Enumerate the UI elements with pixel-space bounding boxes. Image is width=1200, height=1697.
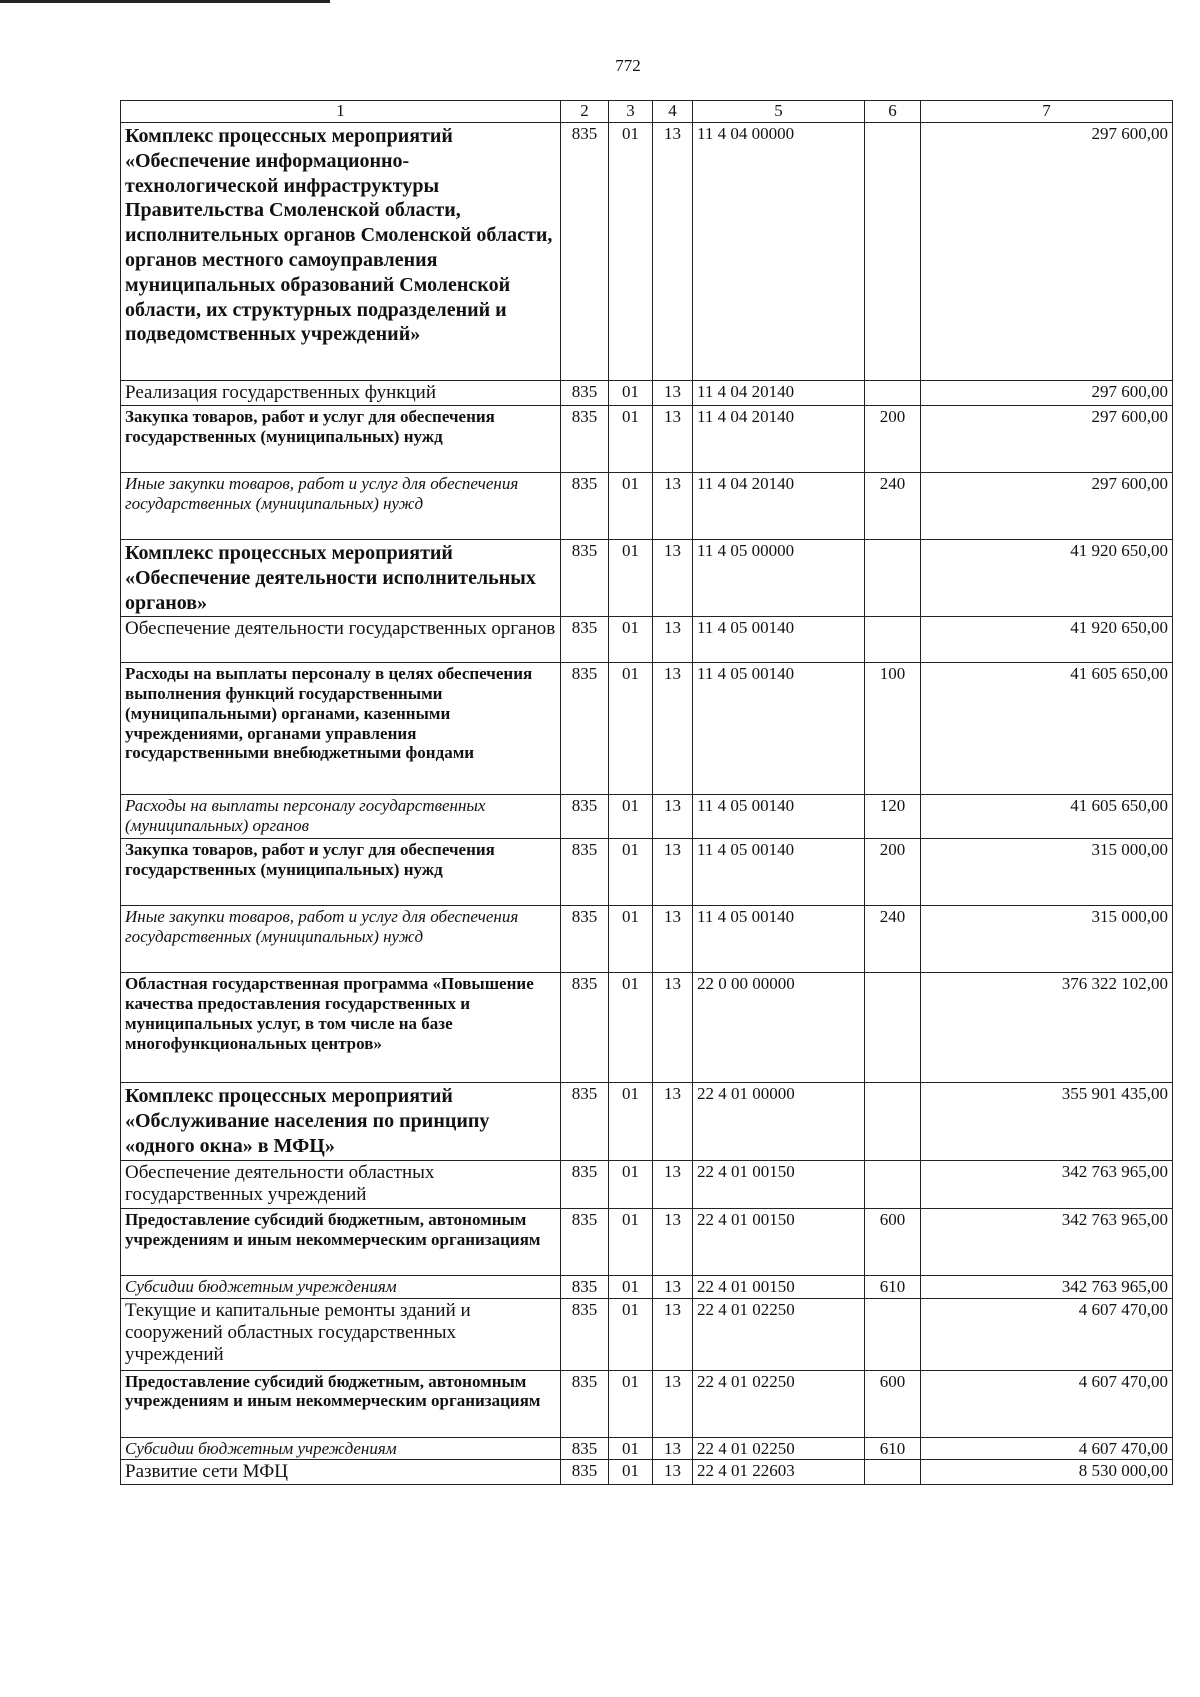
row-amount: 342 763 965,00 xyxy=(921,1275,1173,1298)
row-amount: 342 763 965,00 xyxy=(921,1160,1173,1208)
row-amount: 297 600,00 xyxy=(921,123,1173,381)
table-row xyxy=(121,1083,1173,1160)
row-amount: 41 920 650,00 xyxy=(921,617,1173,663)
row-code-admin: 835 xyxy=(561,973,609,1083)
row-code-section: 01 xyxy=(609,973,653,1083)
row-code-section: 01 xyxy=(609,839,653,906)
row-code-admin: 835 xyxy=(561,540,609,617)
row-code-target: 11 4 05 00140 xyxy=(693,839,865,906)
table-row xyxy=(121,795,1173,839)
row-name: Обеспечение деятельности областных государственных учреждений xyxy=(121,1160,561,1208)
row-name: Закупка товаров, работ и услуг для обеспечения государственных (муниципальных) нужд xyxy=(121,839,561,906)
row-code-expense-type: 100 xyxy=(865,663,921,795)
row-code-expense-type xyxy=(865,617,921,663)
row-code-section: 01 xyxy=(609,406,653,473)
row-code-expense-type xyxy=(865,1160,921,1208)
row-code-admin: 835 xyxy=(561,795,609,839)
table-row xyxy=(121,473,1173,540)
row-amount: 297 600,00 xyxy=(921,381,1173,406)
table-row xyxy=(121,973,1173,1083)
row-code-expense-type: 610 xyxy=(865,1437,921,1460)
row-code-section: 01 xyxy=(609,123,653,381)
row-code-admin: 835 xyxy=(561,1275,609,1298)
row-code-expense-type xyxy=(865,381,921,406)
row-code-admin: 835 xyxy=(561,1208,609,1275)
table-row xyxy=(121,1370,1173,1437)
row-code-subsection: 13 xyxy=(653,973,693,1083)
row-code-expense-type xyxy=(865,1298,921,1370)
row-code-section: 01 xyxy=(609,1275,653,1298)
row-amount: 355 901 435,00 xyxy=(921,1083,1173,1160)
row-code-expense-type xyxy=(865,973,921,1083)
header-col-1: 1 xyxy=(121,101,561,123)
row-name: Текущие и капитальные ремонты зданий и сооружений областных государственных учреждений xyxy=(121,1298,561,1370)
row-amount: 315 000,00 xyxy=(921,906,1173,973)
row-name: Иные закупки товаров, работ и услуг для обеспечения государственных (муниципальных) нужд xyxy=(121,906,561,973)
row-code-target: 22 4 01 22603 xyxy=(693,1460,865,1485)
row-code-section: 01 xyxy=(609,1370,653,1437)
row-amount: 4 607 470,00 xyxy=(921,1298,1173,1370)
row-code-subsection: 13 xyxy=(653,1298,693,1370)
row-code-subsection: 13 xyxy=(653,1083,693,1160)
row-code-target: 22 0 00 00000 xyxy=(693,973,865,1083)
row-name: Обеспечение деятельности государственных органов xyxy=(121,617,561,663)
row-code-section: 01 xyxy=(609,906,653,973)
row-code-target: 11 4 04 00000 xyxy=(693,123,865,381)
row-code-section: 01 xyxy=(609,1437,653,1460)
row-amount: 315 000,00 xyxy=(921,839,1173,906)
row-code-target: 11 4 05 00140 xyxy=(693,617,865,663)
table-row xyxy=(121,1208,1173,1275)
row-code-admin: 835 xyxy=(561,1160,609,1208)
header-col-3: 3 xyxy=(609,101,653,123)
row-code-expense-type: 120 xyxy=(865,795,921,839)
row-code-target: 11 4 05 00140 xyxy=(693,906,865,973)
row-code-admin: 835 xyxy=(561,1298,609,1370)
row-name: Субсидии бюджетным учреждениям xyxy=(121,1275,561,1298)
table-row xyxy=(121,406,1173,473)
row-code-admin: 835 xyxy=(561,1370,609,1437)
row-code-admin: 835 xyxy=(561,617,609,663)
row-code-target: 22 4 01 00000 xyxy=(693,1083,865,1160)
table-row xyxy=(121,663,1173,795)
row-name: Расходы на выплаты персоналу в целях обеспечения выполнения функций государственными (муниципальными) органами, казенными учреждениями, органами управления государственными внебюджетными фондами xyxy=(121,663,561,795)
row-code-expense-type xyxy=(865,540,921,617)
row-amount: 41 920 650,00 xyxy=(921,540,1173,617)
table-body xyxy=(121,123,1173,1485)
row-code-target: 11 4 05 00140 xyxy=(693,795,865,839)
row-name: Реализация государственных функций xyxy=(121,381,561,406)
row-code-subsection: 13 xyxy=(653,1437,693,1460)
row-code-subsection: 13 xyxy=(653,617,693,663)
row-code-section: 01 xyxy=(609,1083,653,1160)
row-code-subsection: 13 xyxy=(653,906,693,973)
row-name: Субсидии бюджетным учреждениям xyxy=(121,1437,561,1460)
row-amount: 41 605 650,00 xyxy=(921,795,1173,839)
row-code-section: 01 xyxy=(609,1208,653,1275)
row-code-section: 01 xyxy=(609,1298,653,1370)
row-name: Комплекс процессных мероприятий «Обеспечение информационно-технологической инфраструктуры Правительства Смоленской области, исполнительных органов Смоленской области, органов местного самоуправления муниципальных образований Смоленской области, их структурных подразделений и подведомственных учреждений» xyxy=(121,123,561,381)
header-col-4: 4 xyxy=(653,101,693,123)
row-code-subsection: 13 xyxy=(653,473,693,540)
table-row xyxy=(121,906,1173,973)
row-amount: 41 605 650,00 xyxy=(921,663,1173,795)
row-code-expense-type: 610 xyxy=(865,1275,921,1298)
row-amount: 8 530 000,00 xyxy=(921,1460,1173,1485)
row-code-subsection: 13 xyxy=(653,381,693,406)
row-code-target: 11 4 05 00000 xyxy=(693,540,865,617)
row-amount: 297 600,00 xyxy=(921,406,1173,473)
row-code-target: 11 4 05 00140 xyxy=(693,663,865,795)
row-code-admin: 835 xyxy=(561,839,609,906)
header-col-5: 5 xyxy=(693,101,865,123)
row-code-admin: 835 xyxy=(561,381,609,406)
table-row xyxy=(121,617,1173,663)
row-name: Иные закупки товаров, работ и услуг для обеспечения государственных (муниципальных) нужд xyxy=(121,473,561,540)
row-code-expense-type xyxy=(865,1460,921,1485)
page-number: 772 xyxy=(615,56,641,75)
row-code-section: 01 xyxy=(609,540,653,617)
row-name: Развитие сети МФЦ xyxy=(121,1460,561,1485)
table-row xyxy=(121,839,1173,906)
row-code-section: 01 xyxy=(609,617,653,663)
row-code-section: 01 xyxy=(609,381,653,406)
row-code-section: 01 xyxy=(609,1160,653,1208)
row-code-admin: 835 xyxy=(561,473,609,540)
header-col-6: 6 xyxy=(865,101,921,123)
row-amount: 376 322 102,00 xyxy=(921,973,1173,1083)
row-code-subsection: 13 xyxy=(653,1370,693,1437)
row-amount: 297 600,00 xyxy=(921,473,1173,540)
row-code-target: 11 4 04 20140 xyxy=(693,473,865,540)
table-row xyxy=(121,1437,1173,1460)
table-row xyxy=(121,1460,1173,1485)
row-code-subsection: 13 xyxy=(653,1208,693,1275)
row-code-expense-type xyxy=(865,1083,921,1160)
row-code-target: 22 4 01 00150 xyxy=(693,1275,865,1298)
row-code-expense-type: 600 xyxy=(865,1370,921,1437)
row-code-expense-type: 200 xyxy=(865,406,921,473)
table-row xyxy=(121,1160,1173,1208)
row-code-subsection: 13 xyxy=(653,1275,693,1298)
header-row xyxy=(121,101,1173,123)
row-amount: 4 607 470,00 xyxy=(921,1437,1173,1460)
table-row xyxy=(121,540,1173,617)
row-name: Комплекс процессных мероприятий «Обеспечение деятельности исполнительных органов» xyxy=(121,540,561,617)
row-code-target: 11 4 04 20140 xyxy=(693,381,865,406)
row-code-subsection: 13 xyxy=(653,123,693,381)
row-code-target: 22 4 01 02250 xyxy=(693,1437,865,1460)
header-col-2: 2 xyxy=(561,101,609,123)
row-name: Предоставление субсидий бюджетным, автономным учреждениям и иным некоммерческим организациям xyxy=(121,1370,561,1437)
row-code-section: 01 xyxy=(609,473,653,540)
row-code-target: 22 4 01 00150 xyxy=(693,1160,865,1208)
row-code-target: 22 4 01 00150 xyxy=(693,1208,865,1275)
row-code-subsection: 13 xyxy=(653,540,693,617)
row-code-expense-type: 240 xyxy=(865,473,921,540)
table-row xyxy=(121,123,1173,381)
row-name: Предоставление субсидий бюджетным, автономным учреждениям и иным некоммерческим организациям xyxy=(121,1208,561,1275)
header-col-7: 7 xyxy=(921,101,1173,123)
row-code-target: 22 4 01 02250 xyxy=(693,1370,865,1437)
row-code-subsection: 13 xyxy=(653,795,693,839)
row-code-subsection: 13 xyxy=(653,839,693,906)
row-amount: 4 607 470,00 xyxy=(921,1370,1173,1437)
row-code-admin: 835 xyxy=(561,1437,609,1460)
row-code-expense-type xyxy=(865,123,921,381)
row-name: Областная государственная программа «Повышение качества предоставления государственных и муниципальных услуг, в том числе на базе многофункциональных центров» xyxy=(121,973,561,1083)
row-code-expense-type: 240 xyxy=(865,906,921,973)
row-name: Расходы на выплаты персоналу государственных (муниципальных) органов xyxy=(121,795,561,839)
row-code-subsection: 13 xyxy=(653,663,693,795)
budget-table xyxy=(120,100,1173,1485)
row-code-subsection: 13 xyxy=(653,1460,693,1485)
row-code-subsection: 13 xyxy=(653,1160,693,1208)
row-name: Комплекс процессных мероприятий «Обслуживание населения по принципу «одного окна» в МФЦ» xyxy=(121,1083,561,1160)
row-code-section: 01 xyxy=(609,663,653,795)
row-amount: 342 763 965,00 xyxy=(921,1208,1173,1275)
table-row xyxy=(121,381,1173,406)
row-code-admin: 835 xyxy=(561,406,609,473)
row-code-expense-type: 200 xyxy=(865,839,921,906)
row-code-admin: 835 xyxy=(561,906,609,973)
row-code-admin: 835 xyxy=(561,1083,609,1160)
row-code-admin: 835 xyxy=(561,1460,609,1485)
table-row xyxy=(121,1275,1173,1298)
row-code-expense-type: 600 xyxy=(865,1208,921,1275)
table-row xyxy=(121,1298,1173,1370)
row-code-section: 01 xyxy=(609,1460,653,1485)
row-code-admin: 835 xyxy=(561,123,609,381)
row-name: Закупка товаров, работ и услуг для обеспечения государственных (муниципальных) нужд xyxy=(121,406,561,473)
row-code-target: 11 4 04 20140 xyxy=(693,406,865,473)
row-code-target: 22 4 01 02250 xyxy=(693,1298,865,1370)
row-code-section: 01 xyxy=(609,795,653,839)
row-code-admin: 835 xyxy=(561,663,609,795)
row-code-subsection: 13 xyxy=(653,406,693,473)
scan-edge-mark xyxy=(0,0,330,3)
